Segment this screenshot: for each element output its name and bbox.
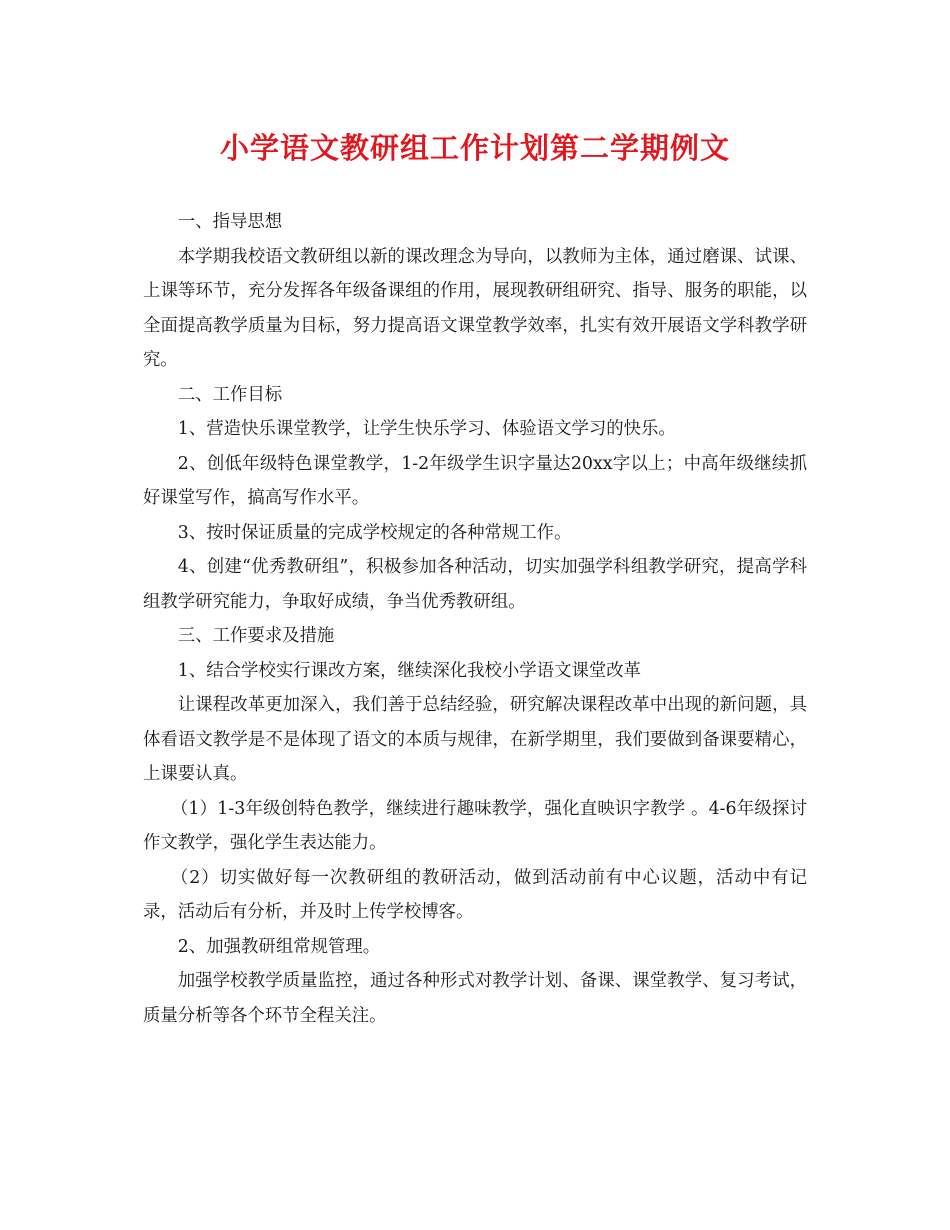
goal-item-2: 2、创低年级特色课堂教学，1-2年级学生识字量达20xx字以上；中高年级继续抓好课堂写作，搞高写作水平。 — [143, 453, 807, 508]
section-heading-work-goals: 二、工作目标 — [177, 384, 283, 405]
document-title: 小学语文教研组工作计划第二学期例文 — [219, 131, 730, 165]
sub-item-1: （1）1-3年级创特色教学，继续进行趣味教学，强化直映识字教学 。4-6年级探讨作文教学，强化学生表达能力。 — [143, 798, 807, 853]
goal-item-3: 3、按时保证质量的完成学校规定的各种常规工作。 — [177, 522, 572, 543]
paragraph-guiding-thought: 本学期我校语文教研组以新的课改理念为导向，以教师为主体，通过磨课、试课、上课等环节，充分发挥各年级备课组的作用，展现教研组研究、指导、服务的职能，以全面提高教学质量为目标，努力提高语文课堂教学效率，扎实有效开展语文学科教学研究。 — [143, 246, 807, 370]
document-body — [143, 205, 807, 1033]
goal-item-4: 4、创建“优秀教研组”，积极参加各种活动，切实加强学科组教学研究，提高学科组教学研究能力，争取好成绩，争当优秀教研组。 — [143, 557, 807, 612]
sub-item-2: （2）切实做好每一次教研组的教研活动，做到活动前有中心议题，活动中有记录，活动后有分析，并及时上传学校博客。 — [143, 867, 807, 922]
goal-item-1: 1、营造快乐课堂教学，让学生快乐学习、体验语文学习的快乐。 — [177, 419, 676, 439]
section-heading-guiding-thought: 一、指导思想 — [177, 212, 283, 232]
section-heading-requirements: 三、工作要求及措施 — [177, 626, 335, 646]
requirement-item-2: 2、加强教研组常规管理。 — [177, 936, 381, 957]
paragraph-curriculum-reform: 让课程改革更加深入，我们善于总结经验，研究解决课程改革中出现的新问题，具体看语文教学是不是体现了语文的本质与规律，在新学期里，我们要做到备课要精心，上课要认真。 — [143, 695, 807, 784]
paragraph-quality-monitoring: 加强学校教学质量监控，通过各种形式对教学计划、备课、课堂教学、复习考试，质量分析等各个环节全程关注。 — [143, 971, 807, 1026]
requirement-item-1: 1、结合学校实行课改方案，继续深化我校小学语文课堂改革 — [177, 660, 642, 681]
